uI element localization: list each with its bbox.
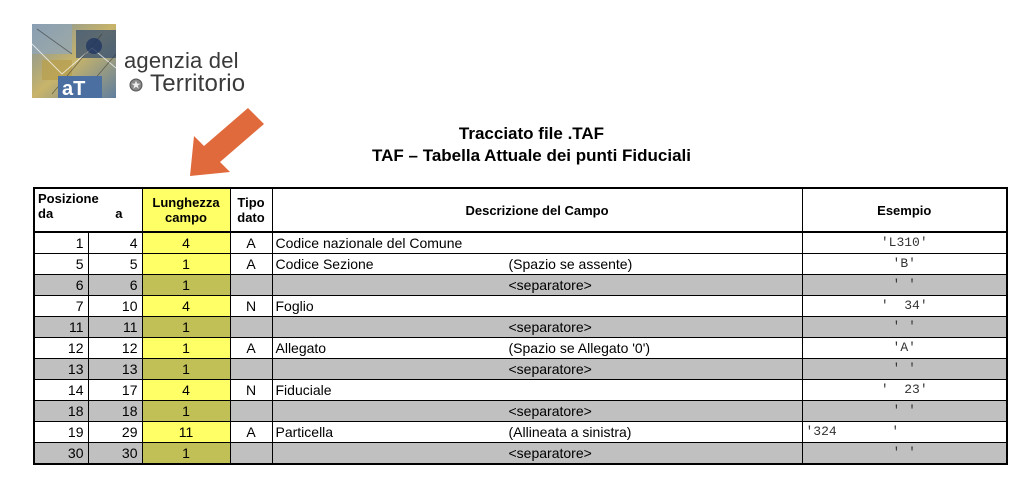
cell-a: 30 [88, 443, 142, 465]
cell-lunghezza: 1 [142, 401, 230, 422]
cell-descrizione [272, 401, 802, 422]
cell-a: 17 [88, 380, 142, 401]
cell-descrizione-note: <separatore> [508, 319, 592, 335]
cell-a: 5 [88, 254, 142, 275]
cell-a: 11 [88, 317, 142, 338]
cell-tipo [230, 359, 272, 380]
table-row [34, 232, 1007, 254]
table-row-separator [34, 275, 1007, 296]
header-da: da [38, 206, 54, 221]
cell-da: 18 [34, 401, 88, 422]
cell-a: 18 [88, 401, 142, 422]
cell-a: 4 [88, 232, 142, 254]
cell-da: 13 [34, 359, 88, 380]
cell-da: 6 [34, 275, 88, 296]
cell-da: 11 [34, 317, 88, 338]
cell-tipo: N [230, 296, 272, 317]
cell-tipo: A [230, 254, 272, 275]
cell-esempio: 'L310' [802, 232, 1007, 254]
table-row [34, 338, 1007, 359]
cell-descrizione [272, 338, 802, 359]
cell-tipo [230, 443, 272, 465]
cell-descrizione-text: Codice nazionale del Comune [275, 235, 463, 251]
header-dato-label: dato [237, 210, 265, 225]
cell-da: 7 [34, 296, 88, 317]
table-row-separator [34, 317, 1007, 338]
cell-da: 5 [34, 254, 88, 275]
cell-tipo: A [230, 422, 272, 443]
table-row [34, 296, 1007, 317]
cell-esempio: '324 ' [802, 422, 1007, 443]
cell-descrizione-text: Codice Sezione [275, 256, 374, 272]
cell-tipo: A [230, 232, 272, 254]
cell-tipo: N [230, 380, 272, 401]
cell-tipo [230, 401, 272, 422]
cell-lunghezza: 1 [142, 275, 230, 296]
table-row [34, 422, 1007, 443]
table-row [34, 380, 1007, 401]
table-row-separator [34, 443, 1007, 465]
cell-descrizione-text: Particella [275, 424, 334, 440]
header-posizione [34, 188, 142, 232]
table-header-row [34, 188, 1007, 232]
cell-a: 12 [88, 338, 142, 359]
agenzia-territorio-logo [32, 24, 292, 102]
republic-seal-icon [129, 78, 143, 92]
header-posizione-label: Posizione [38, 191, 99, 206]
logo-mark-text: aT [62, 78, 86, 98]
cell-esempio: ' ' [802, 317, 1007, 338]
table-row-separator [34, 359, 1007, 380]
cell-a: 29 [88, 422, 142, 443]
cell-descrizione [272, 275, 802, 296]
logo-map-image [32, 24, 116, 98]
header-esempio: Esempio [802, 188, 1007, 232]
cell-tipo: A [230, 338, 272, 359]
cell-descrizione-note: (Spazio se assente) [508, 256, 633, 272]
header-campo-label: campo [165, 210, 207, 225]
cell-descrizione [272, 443, 802, 465]
cell-descrizione-text: Foglio [275, 298, 314, 314]
header-a: a [115, 206, 123, 221]
cell-esempio: ' ' [802, 401, 1007, 422]
header-lunghezza [142, 188, 230, 232]
cell-descrizione-text: Allegato [275, 340, 327, 356]
cell-descrizione-note: (Allineata a sinistra) [508, 424, 632, 440]
logo-line-1: agenzia del [124, 48, 239, 73]
cell-lunghezza: 4 [142, 232, 230, 254]
table-row [34, 254, 1007, 275]
cell-da: 12 [34, 338, 88, 359]
cell-esempio: ' ' [802, 275, 1007, 296]
cell-tipo [230, 275, 272, 296]
cell-esempio: 'B' [802, 254, 1007, 275]
cell-tipo [230, 317, 272, 338]
cell-descrizione-note: <separatore> [508, 277, 592, 293]
document-subtitle: TAF – Tabella Attuale dei punti Fiduciali [372, 146, 691, 165]
cell-esempio: 'A' [802, 338, 1007, 359]
cell-descrizione-text: Fiduciale [275, 382, 332, 398]
cell-descrizione [272, 359, 802, 380]
cell-descrizione-note: (Spazio se Allegato '0') [508, 340, 651, 356]
header-tipo [230, 188, 272, 232]
cell-lunghezza: 1 [142, 338, 230, 359]
cell-da: 1 [34, 232, 88, 254]
cell-esempio: ' 23' [802, 380, 1007, 401]
cell-esempio: ' ' [802, 443, 1007, 465]
cell-da: 30 [34, 443, 88, 465]
cell-descrizione [272, 422, 802, 443]
cell-lunghezza: 1 [142, 443, 230, 465]
cell-da: 14 [34, 380, 88, 401]
cell-lunghezza: 1 [142, 359, 230, 380]
header-lunghezza-label: Lunghezza [152, 195, 220, 210]
cell-lunghezza: 4 [142, 296, 230, 317]
cell-descrizione [272, 296, 802, 317]
document-title: Tracciato file .TAF [458, 124, 605, 143]
cell-descrizione [272, 317, 802, 338]
cell-lunghezza: 4 [142, 380, 230, 401]
cell-a: 10 [88, 296, 142, 317]
taf-field-table [33, 187, 1006, 465]
header-tipo-label: Tipo [237, 195, 265, 210]
cell-lunghezza: 1 [142, 254, 230, 275]
cell-descrizione [272, 254, 802, 275]
header-descrizione: Descrizione del Campo [272, 188, 802, 232]
cell-a: 13 [88, 359, 142, 380]
cell-descrizione-note: <separatore> [508, 445, 592, 461]
cell-descrizione-note: <separatore> [508, 361, 592, 377]
cell-esempio: ' ' [802, 359, 1007, 380]
cell-descrizione [272, 232, 802, 254]
cell-a: 6 [88, 275, 142, 296]
logo-line-2: Territorio [150, 70, 246, 97]
table-row-separator [34, 401, 1007, 422]
cell-descrizione-note: <separatore> [508, 403, 592, 419]
cell-lunghezza: 1 [142, 317, 230, 338]
cell-esempio: ' 34' [802, 296, 1007, 317]
cell-lunghezza: 11 [142, 422, 230, 443]
cell-da: 19 [34, 422, 88, 443]
cell-descrizione [272, 380, 802, 401]
